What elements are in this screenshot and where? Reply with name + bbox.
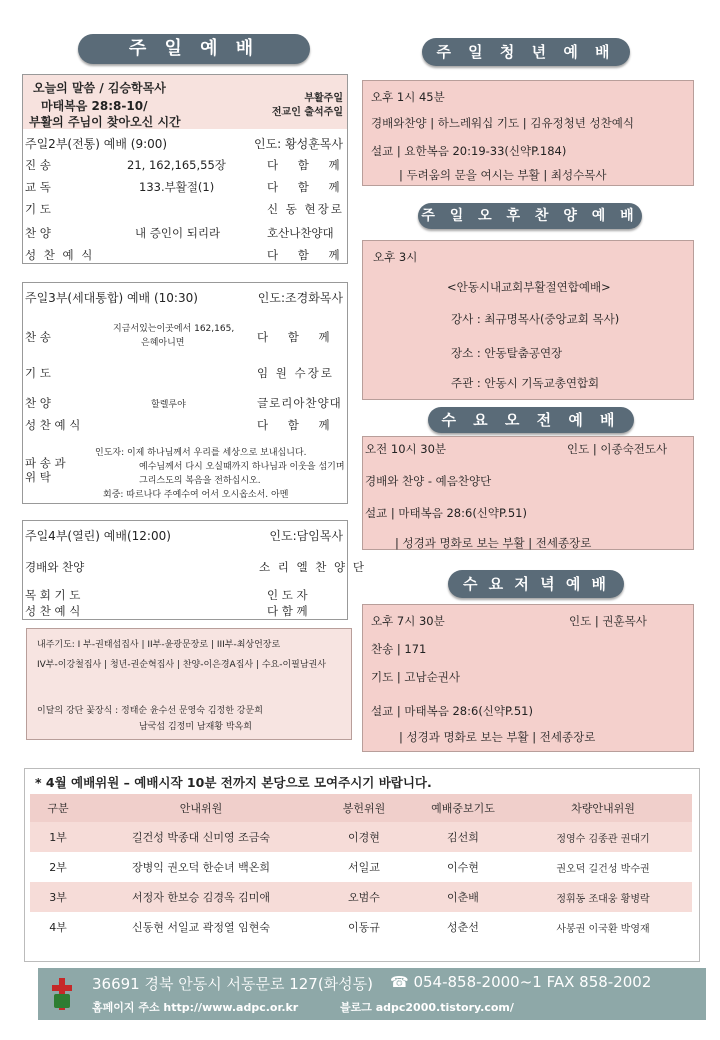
svc2-row-content: 내 증인이 되리라	[135, 226, 221, 240]
wed-morning-box	[362, 436, 694, 550]
duty-cell: 3부	[49, 891, 67, 904]
svc2-row-who: 다 함 께	[267, 248, 348, 262]
svc2-row-label: 찬 양	[25, 226, 51, 240]
sunday-worship-header: 주 일 예 배	[78, 34, 310, 64]
svc3-song-1: 지금서있는이곳에서 162,165,	[113, 324, 235, 334]
footer-bar	[38, 968, 706, 1020]
duty-cell: 성춘선	[447, 921, 479, 934]
svc3-song-2: 은혜아니면	[141, 338, 185, 348]
duty-cell: 이동규	[348, 921, 380, 934]
svc2-leader: 인도: 황성훈목사	[253, 137, 343, 151]
flowers-line-1: 이달의 강단 꽃장식 : 정태순 윤수선 문영숙 김정한 강문희	[37, 706, 263, 716]
svc4-row-label: 목 회 기 도	[25, 588, 81, 602]
wed-evening-header: 수 요 저 녁 예 배	[448, 570, 624, 598]
wed-evening-box	[362, 604, 694, 752]
svc2-row-who: 다 함 께	[267, 158, 348, 172]
cross-logo-icon	[50, 976, 74, 1015]
svc4-box	[22, 520, 366, 620]
wed-morning-time: 오전 10시 30분	[365, 442, 447, 456]
youth-line-2: 경배와찬양 | 하느레워십 기도 | 김유정청년 성찬예식	[371, 116, 634, 130]
wed-evening-sermon: 설교 | 마태복음 28:6(신약P.51)	[371, 704, 533, 718]
afternoon-box	[362, 240, 694, 400]
duty-cell: 서일교	[348, 861, 380, 874]
wed-evening-title: | 성경과 명화로 보는 부활 | 전세종장로	[399, 730, 596, 744]
svc4-row-label: 성 찬 예 식	[25, 604, 81, 618]
svc2-row-label: 기 도	[25, 202, 51, 216]
svc3-communion-label: 성 찬 예 식	[25, 418, 81, 432]
duty-cell: 이수현	[447, 861, 479, 874]
duty-cell: 김선희	[447, 831, 479, 844]
prayer-flower-box	[26, 628, 352, 740]
svc3-head: 주일3부(세대통합) 예배 (10:30)	[25, 291, 198, 305]
duty-cell: 4부	[49, 921, 67, 934]
wed-morning-leader: 인도 | 이종숙전도사	[567, 442, 668, 456]
prayer-line-1: 내주기도: I 부-권태섭집사 | II부-윤광문장로 | III부-최상언장로	[37, 640, 281, 650]
youth-box	[362, 80, 694, 186]
wed-evening-leader: 인도 | 권훈목사	[569, 614, 647, 628]
duty-cell: 2부	[49, 861, 67, 874]
wed-evening-song: 찬송 | 171	[371, 642, 427, 656]
duty-cell: 길건성 박종대 신미영 조금숙	[131, 831, 270, 844]
svc4-row-label: 경배와 찬양	[25, 560, 85, 574]
svc2-row-label: 성 찬 예 식	[25, 248, 95, 262]
svc4-head: 주일4부(열린) 예배(12:00)	[25, 529, 171, 543]
youth-worship-header: 주 일 청 년 예 배	[422, 38, 630, 66]
afternoon-title: <안동시내교회부활절연합예배>	[447, 280, 611, 294]
svc3-prayer-who: 임 원 수장로	[257, 366, 334, 380]
svc3-song-who: 다 함 께	[257, 330, 338, 344]
duty-cell: 이경현	[348, 831, 380, 844]
sermon-title: 오늘의 말씀 / 김승학목사	[33, 81, 166, 95]
footer-homepage[interactable]: 홈페이지 주소 http://www.adpc.or.kr	[92, 1001, 299, 1014]
wed-evening-prayer: 기도 | 고남순권사	[371, 670, 460, 684]
sermon-ref: 마태복음 28:8-10/	[41, 99, 148, 113]
youth-line-3: 설교 | 요한복음 20:19-33(신약P.184)	[371, 144, 567, 158]
svc2-head: 주일2부(전통) 예배 (9:00)	[25, 137, 168, 151]
youth-line-4: | 두려움의 문을 여시는 부활 | 최성수목사	[399, 168, 607, 182]
svc2-row-content: 21, 162,165,55장	[127, 158, 226, 172]
svc2-row-label: 교 독	[25, 180, 51, 194]
svc3-praise-song: 할렐루야	[151, 400, 186, 410]
svc3-box	[22, 282, 348, 504]
afternoon-place: 장소 : 안동탈춤공연장	[451, 346, 563, 360]
svc3-send-3: 그리스도의 복음을 전하십시오.	[139, 476, 261, 486]
footer-phone: ☎ 054-858-2000~1 FAX 858-2002	[390, 973, 652, 991]
svc3-send-label-1: 파 송 과	[25, 456, 66, 470]
duty-cell: 오범수	[348, 891, 380, 904]
duty-header-row	[30, 794, 692, 822]
duty-col-header: 차량안내위원	[571, 802, 635, 815]
footer-address: 36691 경북 안동시 서동문로 127(화성동)	[92, 975, 374, 993]
duty-cell: 서정자 한보승 김경옥 김미애	[131, 891, 270, 904]
wed-morning-line-4: | 성경과 명화로 보는 부활 | 전세종장로	[395, 536, 592, 550]
duty-col-header: 구분	[47, 802, 69, 815]
svc2-row-content: 133.부활절(1)	[139, 180, 215, 194]
sermon-box	[22, 74, 348, 264]
duty-table	[30, 794, 692, 942]
svc4-leader: 인도:담임목사	[269, 529, 343, 543]
svc3-send-1: 인도자: 이제 하나님께서 우리를 세상으로 보내십니다.	[95, 448, 307, 458]
table-row	[30, 882, 692, 912]
sunday-note-2: 전교인 출석주일	[271, 107, 343, 118]
table-row	[30, 822, 692, 852]
svc3-send-2: 예수님께서 다시 오실때까지 하나님과 이웃을 섬기며	[139, 462, 345, 472]
svc2-row-who: 신 동 현장로	[267, 202, 344, 216]
svc3-song-label: 찬 송	[25, 330, 51, 344]
svc4-row-who: 소 리 엘 찬 양 단	[259, 560, 366, 574]
svc3-leader: 인도:조경화목사	[257, 291, 343, 305]
duty-col-header: 봉헌위원	[342, 802, 386, 815]
svc3-communion-who: 다 함 께	[257, 418, 338, 432]
duty-col-header: 안내위원	[179, 802, 223, 815]
youth-time: 오후 1시 45분	[371, 90, 445, 104]
sunday-note-1: 부활주일	[304, 93, 343, 104]
table-row	[30, 852, 692, 882]
footer-blog[interactable]: 블로그 adpc2000.tistory.com/	[340, 1001, 514, 1014]
wed-morning-header: 수 요 오 전 예 배	[428, 407, 634, 433]
duty-cell: 권오덕 길건성 박수권	[556, 863, 650, 875]
afternoon-worship-header: 주 일 오 후 찬 양 예 배	[418, 203, 642, 229]
duty-cell: 정휘동 조대웅 황병락	[556, 893, 650, 905]
duty-cell: 장병익 권오덕 한순녀 백온희	[131, 861, 270, 874]
svc3-send-4: 회중: 따르나다 주예수여 어서 오시옵소서. 아멘	[103, 490, 289, 500]
afternoon-host: 주관 : 안동시 기독교총연합회	[451, 376, 600, 390]
svc3-send-label-2: 위 탁	[25, 470, 51, 484]
duty-col-header: 예배중보기도	[431, 802, 495, 815]
duty-cell: 이춘배	[447, 891, 479, 904]
svc2-row-label: 진 송	[25, 158, 51, 172]
wed-morning-line-2: 경배와 찬양 - 예음찬양단	[365, 474, 492, 488]
svc4-row-who: 다 함 께	[267, 604, 308, 618]
flowers-line-2: 남국섭 김정미 남재황 박옥희	[139, 722, 252, 732]
table-row	[30, 912, 692, 942]
svc4-row-who: 인 도 자	[267, 588, 308, 602]
svc2-row-who: 다 함 께	[267, 180, 348, 194]
prayer-line-2: IV부-이강철집사 | 청년-권순혁집사 | 찬양-이은경A집사 | 수요-이필남권사	[37, 660, 326, 670]
svc2-row-who: 호산나찬양대	[267, 226, 334, 240]
duty-cell: 사봉권 이국환 박영재	[556, 923, 650, 935]
duty-cell: 1부	[49, 831, 67, 844]
duty-cell: 신동현 서일교 곽정열 임현숙	[131, 921, 270, 934]
svc3-praise-label: 찬 양	[25, 396, 51, 410]
afternoon-time: 오후 3시	[373, 250, 418, 264]
wed-evening-time: 오후 7시 30분	[371, 614, 445, 628]
svc3-praise-who: 글로리아찬양대	[257, 396, 342, 410]
wed-morning-line-3: 설교 | 마태복음 28:6(신약P.51)	[365, 506, 527, 520]
afternoon-speaker: 강사 : 최규명목사(중앙교회 목사)	[451, 312, 620, 326]
duty-title: * 4월 예배위원 – 예배시작 10분 전까지 본당으로 모여주시기 바랍니다.	[35, 775, 432, 790]
svc3-prayer-label: 기 도	[25, 366, 51, 380]
duty-cell: 정영수 김종관 권대기	[556, 833, 650, 845]
sermon-name: 부활의 주님이 찾아오신 시간	[29, 115, 181, 129]
